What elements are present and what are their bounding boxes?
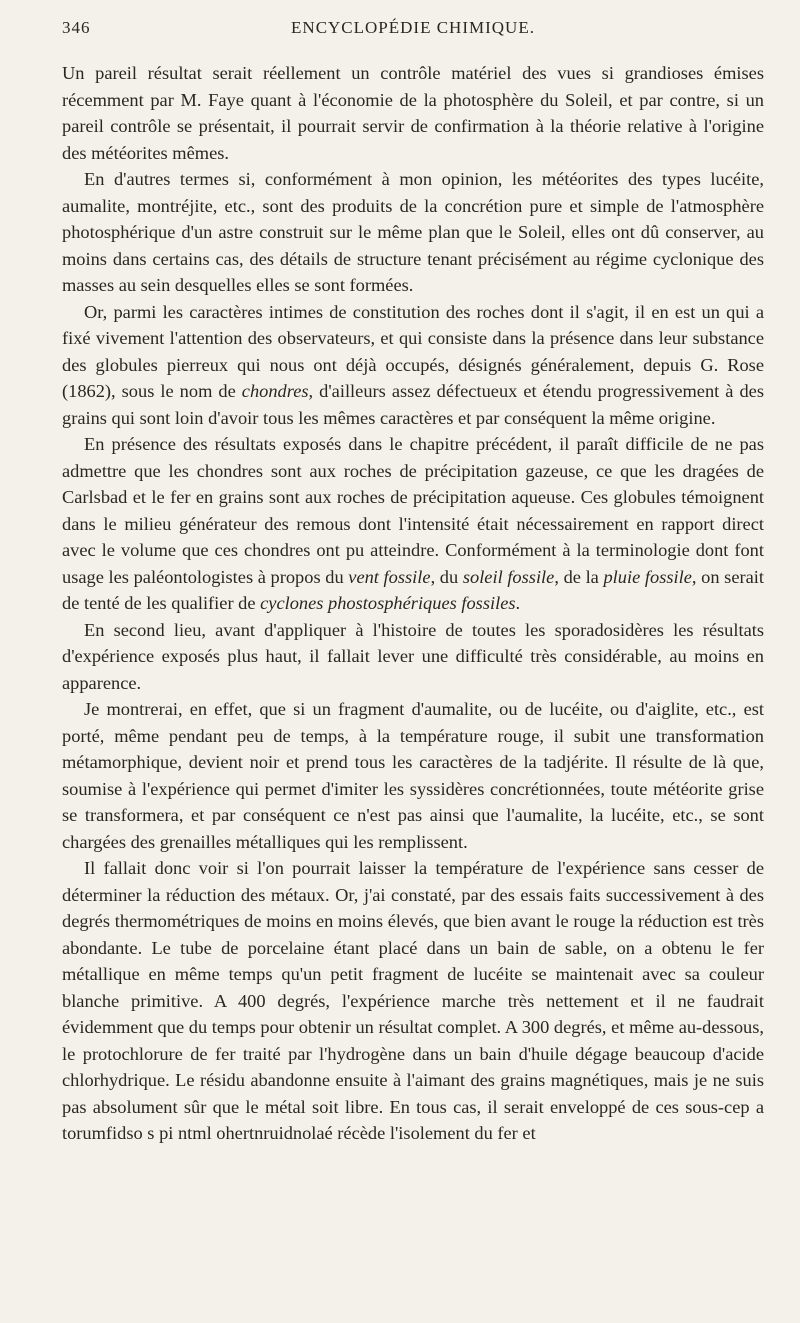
paragraph xyxy=(62,166,764,299)
text-run: , on serait de tenté de les qualifier de xyxy=(62,566,764,613)
text-run: Or, parmi les caractères intimes de constitution des roches dont il s'agit, il en est un qui a fixé vivement l'attention des observateurs, et qui consiste dans la présence dans leur substance des globules pierreux qui nous ont déjà occupés, désignés généralement, depuis G. Rose (1862), sous le nom de xyxy=(62,301,764,401)
text-run: , d'ailleurs assez défectueux et étendu progressivement à des grains qui sont loin d'avoir tous les mêmes caractères et par conséquent la même origine. xyxy=(62,381,764,428)
italic-term: pluie fossile xyxy=(603,566,692,587)
paragraph xyxy=(62,617,764,697)
text-run: Je montrerai, en effet, que si un fragment d'aumalite, ou de lucéite, ou d'aiglite, etc., est porté, même pendant peu de temps, à la température rouge, il subit une transformation métamorphique, devient noir et prend tous les caractères de la tadjérite. Il résulte de là que, soumise à l'expérience qui permet d'imiter les syssidères concrétionnées, toute météorite grise se transformera, et par conséquent ce n'est pas ainsi que l'aumalite, la lucéite, etc., se sont chargées des grenailles métalliques qui les remplissent. xyxy=(62,699,764,852)
italic-term: cyclones phostosphériques fossiles xyxy=(260,593,516,613)
text-run: En second lieu, avant d'appliquer à l'histoire de toutes les sporadosidères les résultats d'expérience exposés plus haut, il fallait lever une difficulté très considérable, au moins en apparence. xyxy=(62,619,764,693)
italic-term: soleil fossile xyxy=(462,566,555,587)
text-run: , de la xyxy=(554,566,604,587)
body-text xyxy=(62,60,764,1147)
text-run: Un pareil résultat serait réellement un contrôle matériel des vues si grandioses émises récemment par M. Faye quant à l'économie de la photosphère du Soleil, et par contre, si un pareil contrôle se présentait, il pourrait servir de confirmation à la théorie relative à l'origine des météorites mêmes. xyxy=(62,63,764,163)
text-run: En présence des résultats exposés dans le chapitre précédent, il paraît difficile de ne pas admettre que les chondres sont aux roches de précipitation gazeuse, ce que les dragées de Carlsbad et le fer en grains sont aux roches de précipitation aqueuse. Ces globules témoignent dans le milieu générateur des remous dont l'intensité était nécessairement en rapport direct avec le volume que ces chondres ont pu atteindre. Conformément à la terminologie dont font usage les paléontologistes à propos du xyxy=(62,434,764,587)
text-run: . xyxy=(515,593,521,613)
page-number: 346 xyxy=(62,18,91,37)
paragraph xyxy=(62,299,764,432)
running-title: ENCYCLOPÉDIE CHIMIQUE. xyxy=(291,18,535,37)
italic-term: chondres xyxy=(241,381,309,401)
paragraph xyxy=(62,431,764,617)
text-run: En d'autres termes si, conformément à mon opinion, les météorites des types lucéite, aumalite, montréjite, etc., sont des produits de la concrétion pure et simple de l'atmosphère photosphérique d'un astre construit sur le même plan que le Soleil, elles ont dû conserver, au moins dans certains cas, des détails de structure tenant précisément au régime cyclonique des masses au sein desquelles elles se sont formées. xyxy=(62,169,764,295)
paragraph xyxy=(62,60,764,166)
text-run: Il fallait donc voir si l'on pourrait laisser la température de l'expérience sans cesser de déterminer la réduction des métaux. Or, j'ai constaté, par des essais faits successivement à des degrés thermométriques de moins en moins élevés, que bien avant le rouge la réduction est très abondante. Le tube de porcelaine étant placé dans un bain de sable, on a obtenu le fer métallique en même temps qu'un petit fragment de lucéite se maintenait avec sa couleur blanche primitive. A 400 degrés, l'expérience marche très nettement et il ne faudrait évidemment que du temps pour obtenir un résultat complet. A 300 degrés, et même au-dessous, le protochlorure de fer traité par l'hydrogène dans un bain d'huile dégage beaucoup d'acide chlorhydrique. Le résidu abandonne ensuite à l'aimant des grains magnétiques, mais je ne suis pas absolument sûr que le métal soit libre. En tous cas, il serait enveloppé de ces sous-cep a torumfidso s pi ntml ohertnruidnolaé récède l'isolement du fer et xyxy=(62,858,764,1143)
paragraph xyxy=(62,855,764,1147)
text-run: , du xyxy=(430,566,463,587)
page-header xyxy=(62,18,764,48)
paragraph xyxy=(62,696,764,855)
italic-term: vent fossile xyxy=(348,566,431,587)
